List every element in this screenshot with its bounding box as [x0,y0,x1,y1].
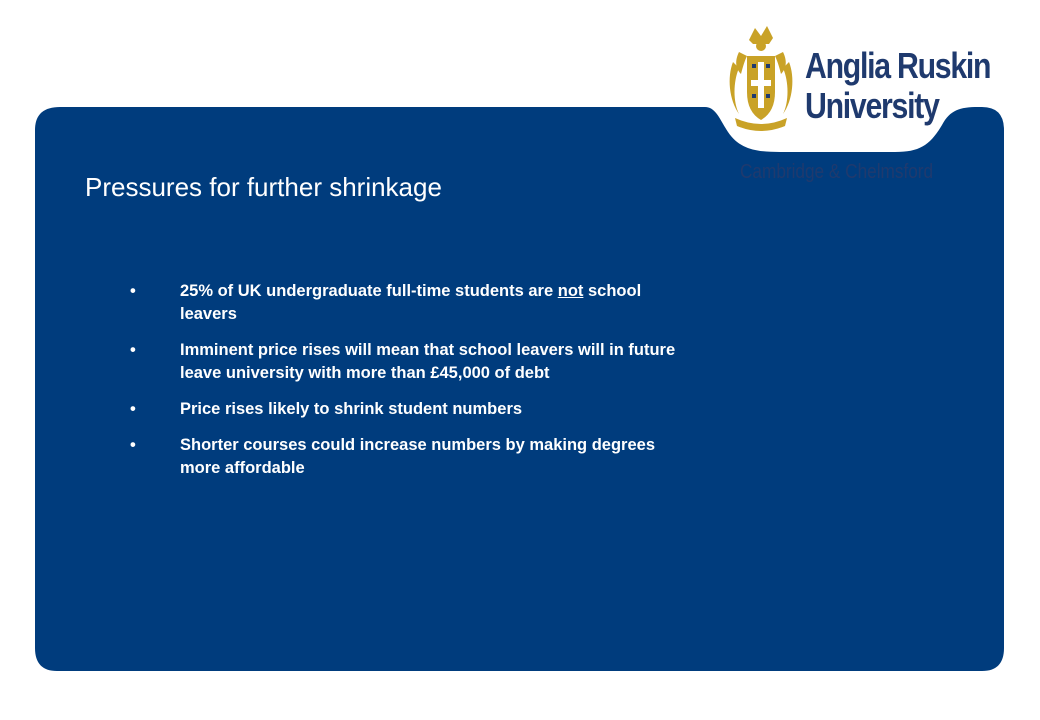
bullet-item [130,339,690,385]
slide-title: Pressures for further shrinkage [85,172,442,202]
logo-name-line1: Anglia Ruskin [805,45,991,86]
bullet-emphasis: not [557,282,584,300]
bullet-item [130,434,690,480]
bullet-marker: • [130,341,136,359]
bullet-list [130,280,690,493]
bullet-text: Price rises likely to shrink student numbers [180,400,523,418]
logo-name-line2: University [805,85,939,126]
bullet-marker: • [130,436,136,454]
bullet-text: 25% of UK undergraduate full-time students are [180,282,558,300]
university-logo [725,22,991,137]
bullet-marker: • [130,400,136,418]
bullet-text: school leavers [180,282,642,323]
campus-subtitle: Cambridge & Chelmsford [740,161,934,183]
bullet-marker: • [130,282,136,300]
bullet-item [130,398,690,421]
bullet-item [130,280,690,326]
university-crest-icon [725,22,797,137]
bullet-text: Shorter courses could increase numbers by making degrees more affordable [180,436,656,477]
bullet-text: Imminent price rises will mean that school leavers will in future leave university with more than £45,000 of debt [180,341,676,382]
